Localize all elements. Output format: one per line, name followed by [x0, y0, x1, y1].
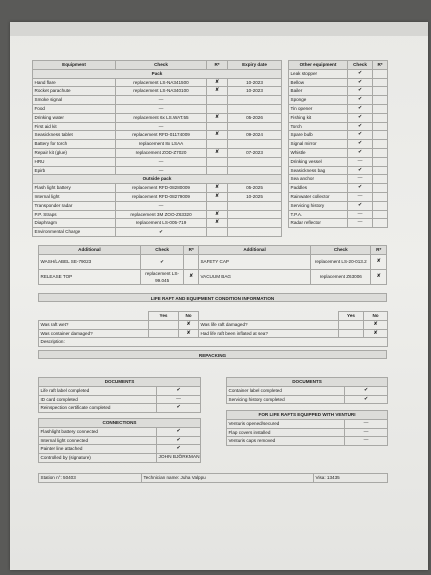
documents-left-table: [38, 377, 201, 413]
table-row: [39, 427, 201, 436]
row-label: Container label completed: [227, 386, 345, 395]
other-r: [373, 122, 388, 131]
additional-check-b: replacement Z63006: [311, 269, 371, 284]
equipment-expiry: 10-2023: [228, 78, 282, 87]
additional-check-a: Check: [140, 246, 184, 255]
document-page: [10, 22, 428, 570]
equipment-check: —: [116, 201, 207, 210]
section-row: [33, 175, 282, 184]
equipment-name: Transponder radar: [33, 201, 116, 210]
connections-title: CONNECTIONS: [39, 419, 201, 428]
row-label: Flap covers installed: [227, 428, 345, 437]
table-row: [289, 104, 388, 113]
other-r: [373, 148, 388, 157]
cond-no-mark: ✘: [364, 320, 388, 329]
other-check: —: [348, 210, 373, 219]
other-r: [373, 219, 388, 228]
section-label: Pack: [33, 69, 282, 78]
row-label: Flashlight battery connected: [39, 427, 157, 436]
other-r-header: R*: [373, 61, 388, 70]
additional-r-b: R*: [371, 246, 387, 255]
condition-table: [38, 311, 388, 347]
equipment-check: —: [116, 157, 207, 166]
equipment-expiry: 09-2024: [228, 131, 282, 140]
documents-left-title: DOCUMENTS: [39, 378, 201, 387]
equipment-r-mark: ✘: [207, 192, 228, 201]
equipment-expiry: 05-2025: [228, 184, 282, 193]
cond-question: Was raft wet?: [39, 320, 149, 329]
equipment-name: Food: [33, 104, 116, 113]
other-r: [373, 166, 388, 175]
other-name: Bellow: [289, 78, 348, 87]
row-value: JOHN BJÖRKMAN: [157, 454, 201, 463]
equipment-check: replacement LS-NA341500: [116, 78, 207, 87]
other-name: Leak stopper: [289, 69, 348, 78]
other-r: [373, 140, 388, 149]
row-value: ✔: [345, 395, 388, 404]
equipment-r-mark: ✘: [207, 219, 228, 228]
table-row: [33, 166, 282, 175]
cond-question: Was container damaged?: [39, 329, 149, 338]
equipment-r-mark: [207, 140, 228, 149]
table-row: [33, 219, 282, 228]
equipment-expiry: [228, 157, 282, 166]
equipment-expiry: [228, 104, 282, 113]
equipment-r-mark: ✘: [207, 131, 228, 140]
table-row: [289, 113, 388, 122]
equipment-r-mark: [207, 96, 228, 105]
other-name: Signal mirror: [289, 140, 348, 149]
table-row: [39, 404, 201, 413]
other-r: [373, 192, 388, 201]
additional-r-a: ✘: [184, 269, 199, 284]
table-row: [289, 192, 388, 201]
equipment-name: Diaphragm: [33, 219, 116, 228]
table-row: [289, 96, 388, 105]
other-name: Drinking vessel: [289, 157, 348, 166]
row-value: ✔: [157, 427, 201, 436]
check-header: Check: [116, 61, 207, 70]
equipment-expiry: 05-2026: [228, 113, 282, 122]
other-r: [373, 96, 388, 105]
table-row: [289, 210, 388, 219]
equipment-r-mark: ✘: [207, 184, 228, 193]
table-row: [227, 386, 388, 395]
equipment-expiry: [228, 219, 282, 228]
other-r: [373, 184, 388, 193]
additional-check-a: ✔: [140, 254, 184, 269]
other-equipment-table: [288, 60, 388, 228]
row-label: Venturis opened/secured: [227, 419, 345, 428]
other-check: ✔: [348, 122, 373, 131]
equipment-r-mark: ✘: [207, 113, 228, 122]
other-check: ✔: [348, 87, 373, 96]
equipment-r-mark: ✘: [207, 78, 228, 87]
row-label: Life raft label completed: [39, 386, 157, 395]
row-label: Reinspection certificate completed: [39, 404, 157, 413]
equipment-expiry: 10-2025: [228, 192, 282, 201]
other-check: ✔: [348, 148, 373, 157]
equipment-check: —: [116, 166, 207, 175]
equipment-r-mark: [207, 104, 228, 113]
cond-yes-left: Yes: [149, 312, 179, 321]
station-number: Station n°: 50403: [39, 474, 142, 483]
row-value: —: [345, 437, 388, 446]
other-name: Rainwater collector: [289, 192, 348, 201]
equipment-check: replacement ZOD-Z7020: [116, 148, 207, 157]
other-check: ✔: [348, 140, 373, 149]
row-value: ✔: [157, 445, 201, 454]
other-name: Torch: [289, 122, 348, 131]
documents-right-table: [226, 377, 388, 404]
other-name: Servicing history: [289, 201, 348, 210]
additional-header-b: Additional: [198, 246, 310, 255]
additional-name-a: WASH/LABEL SE-79023: [39, 254, 141, 269]
other-name: Sea anchor: [289, 175, 348, 184]
other-name: Bailer: [289, 87, 348, 96]
table-row: [289, 140, 388, 149]
section-label: Outside pack: [33, 175, 282, 184]
table-row: [289, 69, 388, 78]
equipment-name: Rocket parachute: [33, 87, 116, 96]
other-check: ✔: [348, 201, 373, 210]
additional-r-b: ✘: [371, 269, 387, 284]
table-row: [289, 131, 388, 140]
table-row: [39, 386, 201, 395]
other-name: Seasickness bag: [289, 166, 348, 175]
other-r: [373, 175, 388, 184]
cond-no-mark: ✘: [364, 329, 388, 338]
equipment-check: replacement LS-005-719: [116, 219, 207, 228]
equipment-name: Flash light battery: [33, 184, 116, 193]
table-row: [39, 269, 387, 284]
other-check: ✔: [348, 166, 373, 175]
equipment-expiry: [228, 166, 282, 175]
equipment-name: Epirb: [33, 166, 116, 175]
table-row: [33, 210, 282, 219]
row-label: Painter line attached: [39, 445, 157, 454]
equipment-r-mark: ✘: [207, 148, 228, 157]
equipment-header: Equipment: [33, 61, 116, 70]
table-row: [227, 395, 388, 404]
table-row: [39, 445, 201, 454]
equipment-r-mark: [207, 228, 228, 237]
equipment-check: ✔: [116, 228, 207, 237]
table-row: [33, 87, 282, 96]
table-row: [33, 140, 282, 149]
other-check: ✔: [348, 69, 373, 78]
equipment-expiry: [228, 228, 282, 237]
additional-r-a: [184, 254, 199, 269]
repacking-title: REPACKING: [38, 350, 387, 359]
row-label: Servicing history completed: [227, 395, 345, 404]
additional-check-b: replacement LS-20-013.2: [311, 254, 371, 269]
other-check: ✔: [348, 184, 373, 193]
other-check: ✔: [348, 131, 373, 140]
cond-no-right: No: [364, 312, 388, 321]
row-label: Venturis caps removed: [227, 437, 345, 446]
cond-no-left: No: [179, 312, 199, 321]
equipment-r-mark: ✘: [207, 210, 228, 219]
documents-right-title: DOCUMENTS: [227, 378, 388, 387]
visa: Visa: 13435: [314, 474, 388, 483]
table-row: [33, 122, 282, 131]
equipment-expiry: 07-2023: [228, 148, 282, 157]
row-value: —: [345, 419, 388, 428]
other-r: [373, 87, 388, 96]
equipment-check: replacement 6x LS.WAT.55: [116, 113, 207, 122]
equipment-check: replacement RFD-08279009: [116, 192, 207, 201]
other-check-header: Check: [348, 61, 373, 70]
table-row: [289, 78, 388, 87]
other-name: T.P.A.: [289, 210, 348, 219]
other-check: ✔: [348, 104, 373, 113]
technician-name: Technician name: Juha Valppu: [142, 474, 314, 483]
table-row: [33, 192, 282, 201]
equipment-expiry: [228, 96, 282, 105]
other-name: Tin opener: [289, 104, 348, 113]
equipment-name: First aid kit: [33, 122, 116, 131]
additional-r-b: ✘: [371, 254, 387, 269]
table-row: [289, 87, 388, 96]
equipment-name: Battery for torch: [33, 140, 116, 149]
equipment-check: —: [116, 96, 207, 105]
table-row: [33, 201, 282, 210]
additional-check-b: Check: [311, 246, 371, 255]
table-row: [289, 148, 388, 157]
equipment-r-mark: [207, 157, 228, 166]
table-row: [33, 131, 282, 140]
cond-no-mark: ✘: [179, 329, 199, 338]
equipment-expiry: [228, 140, 282, 149]
table-row: [33, 113, 282, 122]
additional-check-a: replacement LS-99.045: [140, 269, 184, 284]
other-equipment-header: Other equipment: [289, 61, 348, 70]
condition-title: LIFE RAFT AND EQUIPMENT CONDITION INFORMATION: [38, 293, 387, 302]
expiry-header: Expiry date: [228, 61, 282, 70]
venturi-title: FOR LIFE RAFTS EQUIPPED WITH VENTURI: [227, 411, 388, 420]
other-r: [373, 210, 388, 219]
other-r: [373, 157, 388, 166]
table-row: [39, 436, 201, 445]
row-value: ✔: [345, 386, 388, 395]
cond-yes-right: Yes: [339, 312, 364, 321]
table-row: [227, 437, 388, 446]
equipment-name: HRU: [33, 157, 116, 166]
table-row: [33, 78, 282, 87]
table-row: [289, 166, 388, 175]
r-header: R*: [207, 61, 228, 70]
row-label: Internal light connected: [39, 436, 157, 445]
equipment-check: —: [116, 122, 207, 131]
additional-name-a: RELEASE TOP: [39, 269, 141, 284]
equipment-name: P.P. Straps: [33, 210, 116, 219]
equipment-r-mark: [207, 201, 228, 210]
table-row: [227, 419, 388, 428]
other-check: ✔: [348, 78, 373, 87]
equipment-name: Hand flare: [33, 78, 116, 87]
row-value: —: [157, 395, 201, 404]
equipment-r-mark: [207, 122, 228, 131]
table-row: [39, 254, 387, 269]
equipment-expiry: 10-2023: [228, 87, 282, 96]
table-row: [289, 184, 388, 193]
table-row: [33, 157, 282, 166]
row-label: ID card completed: [39, 395, 157, 404]
other-check: ✔: [348, 113, 373, 122]
connections-table: [38, 418, 201, 463]
condition-row: [39, 320, 388, 329]
table-row: [39, 395, 201, 404]
other-name: Whistle: [289, 148, 348, 157]
table-row: [33, 228, 282, 237]
row-value: —: [345, 428, 388, 437]
other-check: —: [348, 219, 373, 228]
equipment-name: Drinking water: [33, 113, 116, 122]
equipment-name: Repair kit (glue): [33, 148, 116, 157]
table-row: [289, 157, 388, 166]
other-r: [373, 69, 388, 78]
row-value: ✔: [157, 386, 201, 395]
equipment-check: replacement LS-NA340100: [116, 87, 207, 96]
cond-no-mark: ✘: [179, 320, 199, 329]
other-r: [373, 113, 388, 122]
description-field: Description:: [39, 338, 388, 347]
other-name: Spare bulb: [289, 131, 348, 140]
equipment-name: Internal light: [33, 192, 116, 201]
other-r: [373, 131, 388, 140]
other-check: ✔: [348, 96, 373, 105]
table-row: [227, 428, 388, 437]
table-row: [33, 96, 282, 105]
equipment-name: Environmental Charge: [33, 228, 116, 237]
table-row: [33, 104, 282, 113]
other-check: —: [348, 175, 373, 184]
equipment-check: replacement 3M ZOO-Z63320: [116, 210, 207, 219]
table-row: [289, 219, 388, 228]
equipment-check: replacement RFD-08280009: [116, 184, 207, 193]
equipment-table: [32, 60, 282, 237]
other-check: —: [348, 157, 373, 166]
equipment-expiry: [228, 210, 282, 219]
table-row: [289, 122, 388, 131]
additional-table: [38, 245, 387, 285]
additional-header-a: Additional: [39, 246, 141, 255]
cond-question: Had life raft been inflated at sea?: [199, 329, 339, 338]
section-row: [33, 69, 282, 78]
equipment-check: replacement RFD-01174009: [116, 131, 207, 140]
equipment-check: replacement 8x LSAA: [116, 140, 207, 149]
table-row: [289, 175, 388, 184]
table-row: [289, 201, 388, 210]
equipment-r-mark: ✘: [207, 87, 228, 96]
condition-row: [39, 329, 388, 338]
other-name: Radar reflector: [289, 219, 348, 228]
table-row: [33, 184, 282, 193]
additional-r-a: R*: [184, 246, 199, 255]
cond-question: Was life raft damaged?: [199, 320, 339, 329]
additional-name-b: VACUUM BAG: [198, 269, 310, 284]
other-name: Sponge: [289, 96, 348, 105]
equipment-expiry: [228, 122, 282, 131]
other-r: [373, 78, 388, 87]
other-r: [373, 104, 388, 113]
equipment-name: Seasickness tablet: [33, 131, 116, 140]
venturi-table: [226, 410, 388, 446]
other-check: —: [348, 192, 373, 201]
equipment-name: Smoke signal: [33, 96, 116, 105]
table-row: [33, 148, 282, 157]
footer-table: [38, 473, 388, 483]
table-row: [39, 454, 201, 463]
additional-name-b: SAFETY CAP: [198, 254, 310, 269]
other-name: Paddles: [289, 184, 348, 193]
other-r: [373, 201, 388, 210]
equipment-r-mark: [207, 166, 228, 175]
other-name: Fishing kit: [289, 113, 348, 122]
row-value: ✔: [157, 404, 201, 413]
row-value: ✔: [157, 436, 201, 445]
row-label: Controlled by (signature): [39, 454, 157, 463]
equipment-check: —: [116, 104, 207, 113]
equipment-expiry: [228, 201, 282, 210]
